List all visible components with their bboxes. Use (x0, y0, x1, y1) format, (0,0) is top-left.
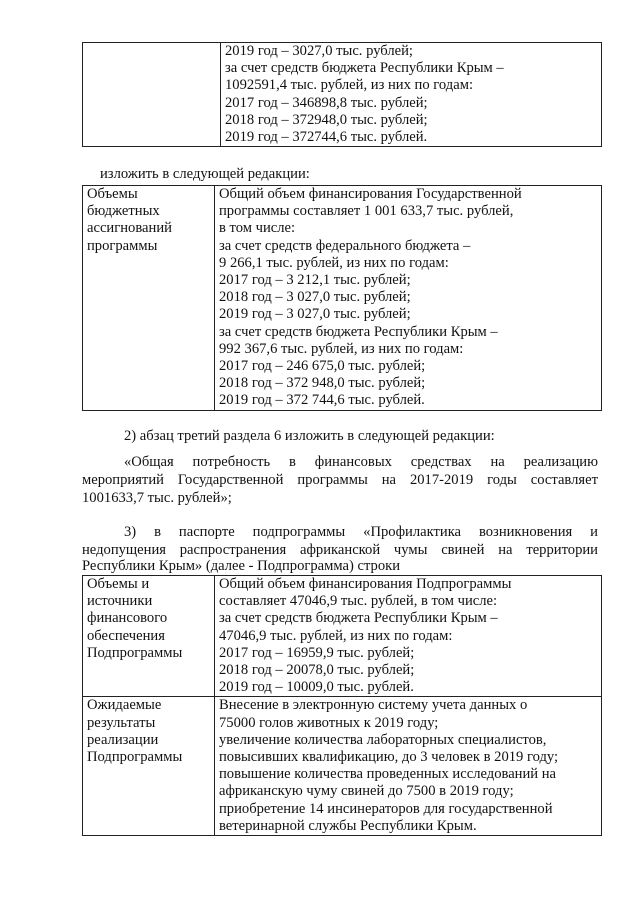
cell-line: программы составляет 1 001 633,7 тыс. рублей, (219, 203, 514, 220)
table-cell-left (83, 186, 215, 411)
cell-line: составляет 47046,9 тыс. рублей, в том числе: (219, 593, 498, 610)
table-cell-right (215, 576, 602, 697)
cell-line: Подпрограммы (87, 749, 183, 766)
paragraph-3-line-1: 3) в паспорте подпрограммы «Профилактика возникновения и (124, 524, 598, 540)
table-cell-left (83, 576, 215, 697)
paragraph-2-line-1: 2) абзац третий раздела 6 изложить в следующей редакции: (124, 428, 495, 444)
table-budget-allocations (82, 185, 602, 411)
cell-line: финансового (87, 610, 168, 627)
cell-line: 2019 год – 3027,0 тыс. рублей; (225, 43, 413, 59)
cell-line: бюджетных (87, 203, 160, 220)
cell-line: Ожидаемые (87, 697, 162, 714)
table-cell-right (215, 186, 602, 411)
cell-line: 2018 год – 372 948,0 тыс. рублей; (219, 375, 426, 392)
table-row (83, 576, 602, 697)
cell-line: повышение количества проведенных исследований на (219, 766, 557, 783)
table-cell-left-empty (83, 43, 221, 147)
cell-line: программы (87, 237, 158, 254)
cell-line: 75000 голов животных к 2019 году; (219, 714, 439, 731)
table-continued-funding (82, 42, 602, 147)
cell-line: 2018 год – 20078,0 тыс. рублей; (219, 662, 415, 679)
cell-line: Объемы (87, 186, 138, 202)
table-cell-right (221, 43, 602, 147)
table-cell-right (215, 697, 602, 836)
cell-line: повысивших квалификацию, до 3 человек в 2019 году; (219, 749, 559, 766)
cell-line: Объемы и (87, 576, 150, 592)
cell-line: 992 367,6 тыс. рублей, из них по годам: (219, 340, 464, 357)
cell-line: результаты (87, 714, 156, 731)
cell-line: Общий объем финансирования Подпрограммы (219, 576, 512, 592)
cell-line: 2017 год – 346898,8 тыс. рублей; (225, 94, 428, 111)
cell-line: Общий объем финансирования Государственной (219, 186, 522, 202)
table-cell-left (83, 697, 215, 836)
cell-line: 2019 год – 372 744,6 тыс. рублей. (219, 392, 425, 409)
paragraph-3-line-3: Республики Крым» (далее - Подпрограмма) строки (82, 558, 401, 574)
table-subprogram (82, 575, 602, 836)
table-row (83, 186, 602, 411)
cell-line: 2019 год – 10009,0 тыс. рублей. (219, 679, 414, 696)
cell-line: ассигнований (87, 220, 172, 237)
paragraph-2-line-2: «Общая потребность в финансовых средствах на реализацию (124, 454, 598, 470)
cell-line: за счет средств бюджета Республики Крым – (219, 610, 498, 627)
cell-line: источники (87, 593, 153, 610)
cell-line: за счет средств федерального бюджета – (219, 237, 471, 254)
cell-line: в том числе: (219, 220, 296, 237)
paragraph-2-line-4: 1001633,7 тыс. рублей»; (82, 490, 232, 506)
cell-line: приобретение 14 инсинераторов для государственной (219, 800, 553, 817)
cell-line: 2017 год – 16959,9 тыс. рублей; (219, 644, 415, 661)
paragraph-2-line-3: мероприятий Государственной программы на 2017-2019 годы составляет (82, 472, 598, 488)
cell-line: 2019 год – 372744,6 тыс. рублей. (225, 129, 428, 146)
cell-line: 2017 год – 246 675,0 тыс. рублей; (219, 358, 426, 375)
cell-line: 2019 год – 3 027,0 тыс. рублей; (219, 306, 411, 323)
cell-line: ветеринарной службы Республики Крым. (219, 817, 477, 834)
paragraph-3-line-2: недопущения распространения африканской чумы свиней на территории (82, 542, 598, 558)
cell-line: 47046,9 тыс. рублей, из них по годам: (219, 627, 453, 644)
cell-line: 1092591,4 тыс. рублей, из них по годам: (225, 77, 474, 94)
cell-line: африканскую чуму свиней до 7500 в 2019 году; (219, 783, 514, 800)
cell-line: Внесение в электронную систему учета данных о (219, 697, 528, 714)
cell-line: 2017 год – 3 212,1 тыс. рублей; (219, 272, 411, 289)
cell-line: Подпрограммы (87, 644, 183, 661)
table-row (83, 43, 602, 147)
cell-line: 2018 год – 3 027,0 тыс. рублей; (219, 289, 411, 306)
table-row (83, 697, 602, 836)
cell-line: увеличение количества лабораторных специалистов, (219, 731, 547, 748)
cell-line: обеспечения (87, 627, 165, 644)
cell-line: за счет средств бюджета Республики Крым – (219, 323, 498, 340)
cell-line: за счет средств бюджета Республики Крым – (225, 60, 504, 77)
intro-line: изложить в следующей редакции: (100, 166, 310, 182)
cell-line: реализации (87, 731, 159, 748)
cell-line: 2018 год – 372948,0 тыс. рублей; (225, 111, 428, 128)
cell-line: 9 266,1 тыс. рублей, из них по годам: (219, 254, 449, 271)
